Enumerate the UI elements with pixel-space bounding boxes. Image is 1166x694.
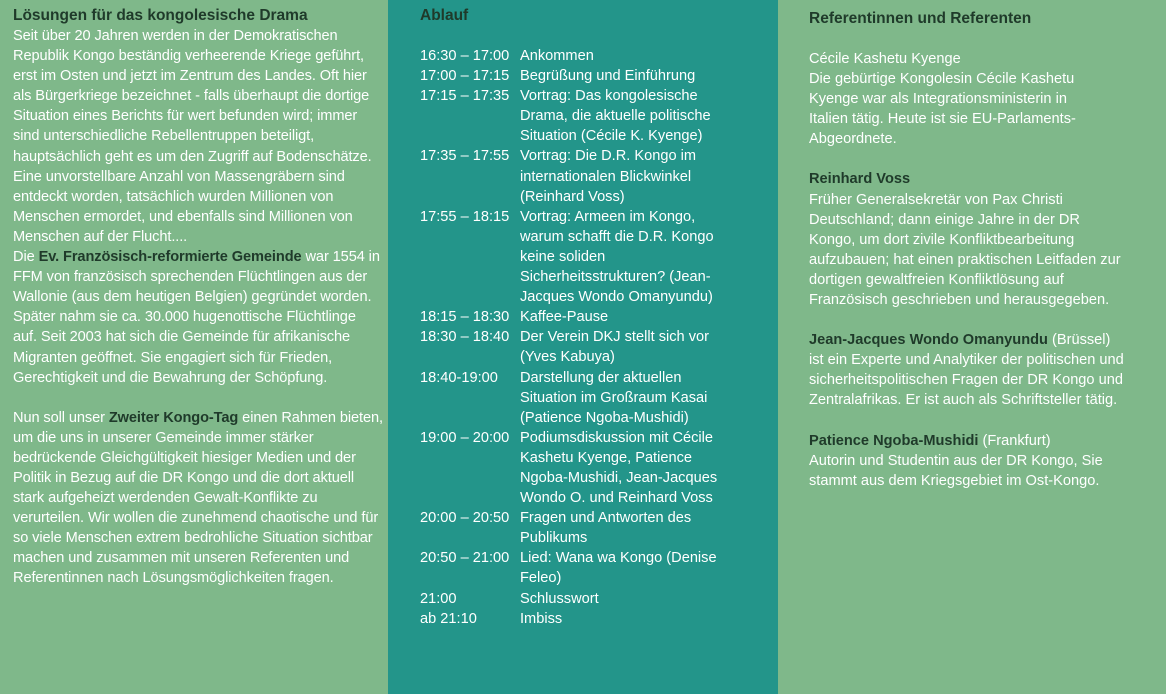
schedule-time: 21:00 (420, 590, 457, 607)
schedule-time: 17:00 – 17:15 (420, 68, 510, 85)
intro-title: Lösungen für das kongolesische Drama (13, 7, 308, 24)
schedule-item: Vortrag: Die D.R. Kongo im internationalen Blickwinkel (Reinhard Voss) (520, 148, 697, 205)
speakers-column (778, 0, 1166, 694)
speaker-bio: Autorin und Studentin aus der DR Kongo, Sie stammt aus dem Kriegsgebiet im Ost-Kongo. (809, 452, 1103, 489)
schedule-row (420, 46, 778, 66)
intro-column (0, 0, 388, 694)
schedule-time: 16:30 – 17:00 (420, 48, 510, 64)
schedule-row (420, 66, 778, 86)
schedule-row (420, 589, 778, 609)
speaker-wondo (809, 330, 1139, 410)
intro-paragraph-3 (13, 408, 383, 589)
schedule-row (420, 327, 778, 367)
schedule-item: Schlusswort (520, 590, 599, 607)
speaker-bio: Die gebürtige Kongolesin Cécile Kashetu Kyenge war als Integrationsministerin in Italien tätig. Heute ist sie EU-Parlaments-Abgeordnete. (809, 71, 1076, 148)
schedule-time: ab 21:10 (420, 610, 477, 627)
speaker-bio: ist ein Experte und Analytiker der politischen und sicherheitspolitischen Fragen der DR Kongo und Zentralafrikas. Er ist auch als Schriftsteller tätig. (809, 352, 1124, 409)
schedule-row (420, 207, 778, 307)
parish-name: Ev. Französisch-reformierte Gemeinde (38, 249, 302, 266)
intro-paragraph-1: Seit über 20 Jahren werden in der Demokratischen Republik Kongo beständig verheerende Kriege geführt, erst im Osten und jetzt im Zentrum des Landes. Oft hier als Bürgerkriege bezeichnet - falls überhaupt die dortige Situation eines Berichts für wert befunden wird; immer sind unterschiedliche Rebellentruppen beteiligt, hauptsächlich geht es um den Zugriff auf Bodenschätze. Eine unvorstellbare Anzahl von Massengräbern sind entdeckt worden, tatsächlich wurden Millionen von Menschen ermordet, und ebenfalls sind Millionen von Menschen auf der Flucht.... (13, 28, 372, 245)
para2-lead: Die (13, 249, 39, 266)
schedule-item: Podiumsdiskussion mit Cécile Kashetu Kyenge, Patience Ngoba-Mushidi, Jean-Jacques Wondo O. und Reinhard Voss (520, 429, 718, 507)
speaker-bio: Früher Generalsekretär von Pax Christi Deutschland; dann einige Jahre in der DR Kongo, um dort zivile Konfliktbearbeitung aufzubauen; hat einen praktischen Leitfaden zur dortigen gewaltfreien Konfliktlösung auf Französisch geschrieben und herausgegeben. (809, 191, 1121, 309)
schedule-row (420, 368, 778, 428)
schedule-row (420, 508, 778, 548)
event-name: Zweiter Kongo-Tag (108, 409, 239, 426)
schedule-item: Imbiss (520, 610, 563, 627)
schedule-row (420, 86, 778, 146)
speakers-header-block (809, 9, 1166, 29)
schedule-list (420, 46, 778, 629)
speaker-name: Cécile Kashetu Kyenge (809, 51, 961, 67)
schedule-item: Ankommen (520, 48, 594, 64)
speaker-voss (809, 169, 1129, 310)
schedule-time: 20:50 – 21:00 (420, 550, 510, 567)
schedule-time: 17:55 – 18:15 (420, 208, 510, 225)
speaker-name: Reinhard Voss (809, 171, 911, 188)
schedule-item: Vortrag: Armeen im Kongo, warum schafft die D.R. Kongo keine soliden Sicherheitsstrukturen? (Jean-Jacques Wondo Omanyundu) (520, 208, 714, 306)
schedule-item: Vortrag: Das kongolesische Drama, die aktuelle politische Situation (Cécile K. Kyenge) (520, 88, 711, 145)
intro-paragraph-2 (13, 247, 383, 388)
speaker-location: (Frankfurt) (978, 432, 1051, 449)
schedule-item: Darstellung der aktuellen Situation im Großraum Kasai (Patience Ngoba-Mushidi) (520, 369, 708, 426)
schedule-row (420, 428, 778, 508)
intro-text (13, 26, 388, 589)
schedule-time: 19:00 – 20:00 (420, 429, 510, 446)
para3-body: einen Rahmen bieten, um die uns in unserer Gemeinde immer stärker bedrückende Gleichgültigkeit hiesiger Medien und der Politik in Bezug auf die DR Kongo und die dort aktuell stark aufgeheizt werdenden Gewalt-Konflikte zu verurteilen. Wir wollen die zunehmend chaotische und für so viele Menschen extrem bedrohliche Situation sichtbar machen und zusammen mit unseren Referenten und Referentinnen nach Lösungsmöglichkeiten fragen. (13, 409, 383, 587)
schedule-row (420, 307, 778, 327)
schedule-item: Fragen und Antworten des Publikums (520, 510, 692, 547)
schedule-row (420, 146, 778, 206)
speaker-name: Patience Ngoba-Mushidi (809, 432, 979, 449)
schedule-title: Ablauf (420, 7, 469, 24)
schedule-time: 18:15 – 18:30 (420, 309, 510, 326)
schedule-time: 18:30 – 18:40 (420, 329, 510, 346)
speakers-title: Referentinnen und Referenten (809, 10, 1032, 27)
schedule-column (388, 0, 778, 694)
schedule-item: Kaffee-Pause (520, 309, 609, 326)
para2-body: war 1554 in FFM von französisch sprechenden Flüchtlingen aus der Wallonie (aus dem heutigen Belgien) gegründet worden. Später nahm sie ca. 30.000 hugenottische Flüchtlinge auf. Seit 2003 hat sich die Gemeinde für afrikanische Migranten geöffnet. Sie engagiert sich für Frieden, Gerechtigkeit und die Bewahrung der Schöpfung. (13, 249, 380, 386)
schedule-item: Begrüßung und Einführung (520, 68, 696, 85)
schedule-item: Der Verein DKJ stellt sich vor (Yves Kabuya) (520, 329, 709, 366)
para3-lead: Nun soll unser (13, 409, 109, 426)
speaker-location: (Brüssel) (1047, 332, 1111, 349)
schedule-time: 18:40-19:00 (420, 369, 498, 386)
schedule-time: 17:35 – 17:55 (420, 148, 510, 165)
speaker-ngoba (809, 431, 1154, 491)
speaker-kyenge (809, 49, 1109, 149)
schedule-time: 20:00 – 20:50 (420, 510, 510, 527)
schedule-row (420, 609, 778, 629)
speaker-name: Jean-Jacques Wondo Omanyundu (809, 332, 1048, 349)
schedule-item: Lied: Wana wa Kongo (Denise Feleo) (520, 550, 717, 587)
schedule-time: 17:15 – 17:35 (420, 88, 510, 105)
paragraph-gap (13, 388, 388, 408)
schedule-row (420, 548, 778, 588)
